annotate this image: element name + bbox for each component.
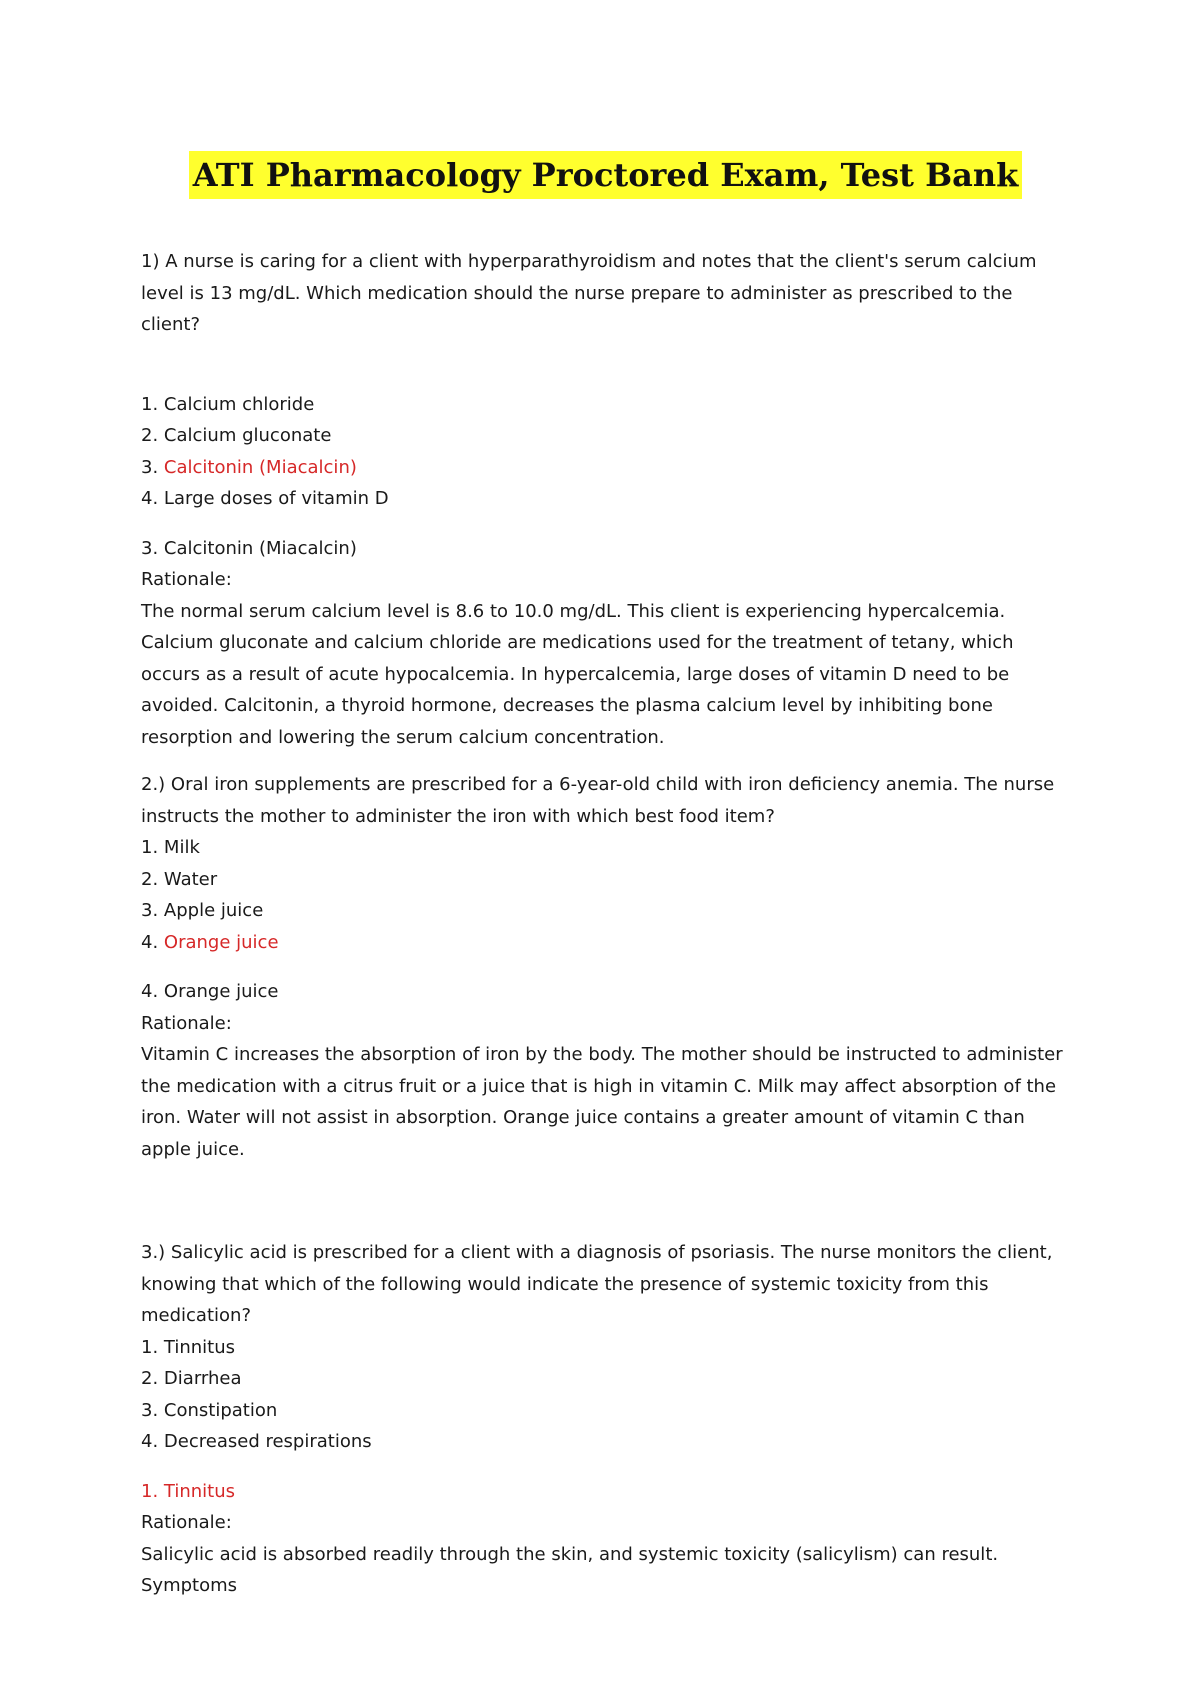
rationale-label: Rationale: — [141, 569, 232, 590]
question-3 — [141, 1237, 1070, 1602]
question-2-options — [141, 832, 1070, 958]
option-item: 2. Calcium gluconate — [141, 425, 332, 446]
question-2 — [141, 769, 1070, 1165]
question-3-options — [141, 1332, 1070, 1458]
option-item: 3. Apple juice — [141, 900, 264, 921]
question-1-options — [141, 389, 1070, 515]
question-3-rationale: Salicylic acid is absorbed readily through the skin, and systemic toxicity (salicylism) can result. Symptoms — [141, 1543, 999, 1596]
question-1-prompt: 1) A nurse is caring for a client with hyperparathyroidism and notes that the client's serum calcium level is 13 mg/dL. Which medication should the nurse prepare to administer as prescribed to the client? — [141, 251, 1037, 335]
question-3-answer: 1. Tinnitus — [141, 1480, 235, 1502]
option-item: 3. Constipation — [141, 1399, 278, 1421]
question-1-answer: 3. Calcitonin (Miacalcin) — [141, 537, 357, 559]
option-item: 1. Milk — [141, 837, 200, 858]
option-item: 1. Tinnitus — [141, 1336, 236, 1358]
question-2-rationale: Vitamin C increases the absorption of iron by the body. The mother should be instructed to administer the medication with a citrus fruit or a juice that is high in vitamin C. Milk may affect absorption of the iron. Water will not assist in absorption. Orange juice contains a greater amount of vitamin C than apple juice. — [141, 1044, 1063, 1160]
rationale-label: Rationale: — [141, 1512, 232, 1533]
option-item-correct: 3. Calcitonin (Miacalcin) — [141, 456, 357, 478]
option-item: 4. Large doses of vitamin D — [141, 488, 389, 509]
option-item-correct: 4. Orange juice — [141, 931, 279, 953]
option-item: 2. Water — [141, 868, 218, 890]
question-2-answer: 4. Orange juice — [141, 981, 279, 1002]
option-item: 1. Calcium chloride — [141, 393, 315, 415]
option-item: 2. Diarrhea — [141, 1368, 242, 1389]
question-1 — [141, 246, 1070, 753]
document-title: ATI Pharmacology Proctored Exam, Test Bank — [189, 151, 1023, 199]
question-1-rationale: The normal serum calcium level is 8.6 to 10.0 mg/dL. This client is experiencing hypercalcemia. Calcium gluconate and calcium chloride are medications used for the treatment of tetany, which occurs as a result of acute hypocalcemia. In hypercalcemia, large doses of vitamin D need to be avoided. Calcitonin, a thyroid hormone, decreases the plasma calcium level by inhibiting bone resorption and lowering the serum calcium concentration. — [141, 600, 1014, 748]
question-2-prompt: 2.) Oral iron supplements are prescribed for a 6-year-old child with iron deficiency anemia. The nurse instructs the mother to administer the iron with which best food item? — [141, 774, 1055, 827]
question-3-prompt: 3.) Salicylic acid is prescribed for a client with a diagnosis of psoriasis. The nurse monitors the client, knowing that which of the following would indicate the presence of systemic toxicity from this medication? — [141, 1242, 1053, 1326]
option-item: 4. Decreased respirations — [141, 1431, 372, 1452]
title-wrapper — [141, 0, 1070, 199]
rationale-label: Rationale: — [141, 1012, 232, 1034]
